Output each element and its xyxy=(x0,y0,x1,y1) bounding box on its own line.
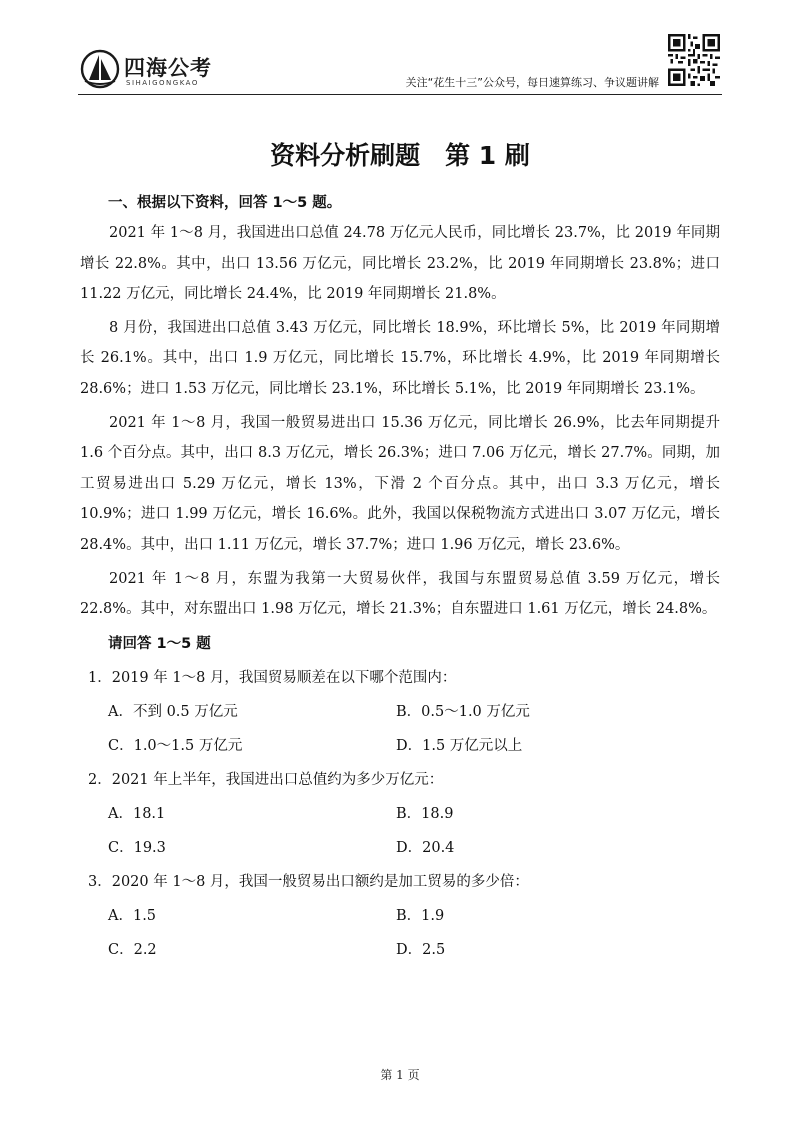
option-b: B．18.9 xyxy=(396,805,454,822)
question-stem: 2．2021 年上半年，我国进出口总值约为多少万亿元： xyxy=(88,771,444,788)
material-paragraph: 2021 年 1～8 月，我国进出口总值 24.78 万亿元人民币，同比增长 23.7%，比 2019 年同期增长 22.8%。其中，出口 13.56 万亿元，同比增长 23.2%，比 2019 年同期增长 23.8%；进口 11.22 万亿元，同比增长 24.4%，比 2019 年同期增长 21.8%。 xyxy=(80,225,720,303)
answer-options xyxy=(108,797,720,865)
option-d: D．20.4 xyxy=(396,839,455,856)
question-1 xyxy=(80,661,720,763)
material-paragraph: 2021 年 1～8 月，我国一般贸易进出口 15.36 万亿元，同比增长 26.9%，比去年同期提升 1.6 个百分点。其中，出口 8.3 万亿元，增长 26.3%；进口 7.06 万亿元，增长 27.7%。同期，加工贸易进出口 5.29 万亿元，增长 13%，下滑 2 个百分点。其中，出口 3.3 万亿元，增长 10.9%；进口 1.99 万亿元，增长 16.6%。此外，我国以保税物流方式进出口 3.07 万亿元，增长 28.4%。其中，出口 1.11 万亿元，增长 37.7%；进口 1.96 万亿元，增长 23.6%。 xyxy=(80,414,720,553)
questions-intro: 请回答 1～5 题 xyxy=(108,635,211,652)
option-a: A．1.5 xyxy=(108,907,157,924)
option-d: D．1.5 万亿元以上 xyxy=(396,737,523,754)
question-stem: 1．2019 年 1～8 月，我国贸易顺差在以下哪个范围内： xyxy=(88,669,457,686)
option-d: D．2.5 xyxy=(396,941,446,958)
page-header xyxy=(0,0,800,100)
material-paragraph: 2021 年 1～8 月，东盟为我第一大贸易伙伴，我国与东盟贸易总值 3.59 万亿元，增长 22.8%。其中，对东盟出口 1.98 万亿元，增长 21.3%；自东盟进口 1.61 万亿元，增长 24.8%。 xyxy=(80,570,720,618)
option-c: C．1.0～1.5 万亿元 xyxy=(108,737,243,754)
brand-subtitle: SIHAIGONGKAO xyxy=(126,79,199,87)
page-title: 资料分析刷题 第 1 刷 xyxy=(270,141,530,170)
option-b: B．0.5～1.0 万亿元 xyxy=(396,703,530,720)
sailboat-logo-icon xyxy=(80,49,120,89)
option-a: A．18.1 xyxy=(108,805,166,822)
header-divider xyxy=(78,94,722,95)
brand-name: 四海公考 xyxy=(124,56,212,80)
question-2 xyxy=(80,763,720,865)
material-paragraph: 8 月份，我国进出口总值 3.43 万亿元，同比增长 18.9%，环比增长 5%，比 2019 年同期增长 26.1%。其中，出口 1.9 万亿元，同比增长 15.7%，环比增长 4.9%，比 2019 年同期增长 28.6%；进口 1.53 万亿元，同比增长 23.1%，环比增长 5.1%，比 2019 年同期增长 23.1%。 xyxy=(80,319,720,397)
answer-options xyxy=(108,695,720,763)
option-c: C．19.3 xyxy=(108,839,166,856)
option-c: C．2.2 xyxy=(108,941,157,958)
document-body xyxy=(80,188,720,967)
option-a: A．不到 0.5 万亿元 xyxy=(108,703,238,720)
page-number: 第 1 页 xyxy=(380,1068,420,1082)
option-b: B．1.9 xyxy=(396,907,445,924)
answer-options xyxy=(108,899,720,967)
question-stem: 3．2020 年 1～8 月，我国一般贸易出口额约是加工贸易的多少倍： xyxy=(88,873,529,890)
question-3 xyxy=(80,865,720,967)
section-heading: 一、根据以下资料，回答 1～5 题。 xyxy=(108,195,342,211)
header-tagline: 关注“花生十三”公众号，每日速算练习、争议题讲解 xyxy=(405,76,659,89)
qr-code-icon xyxy=(668,34,720,86)
